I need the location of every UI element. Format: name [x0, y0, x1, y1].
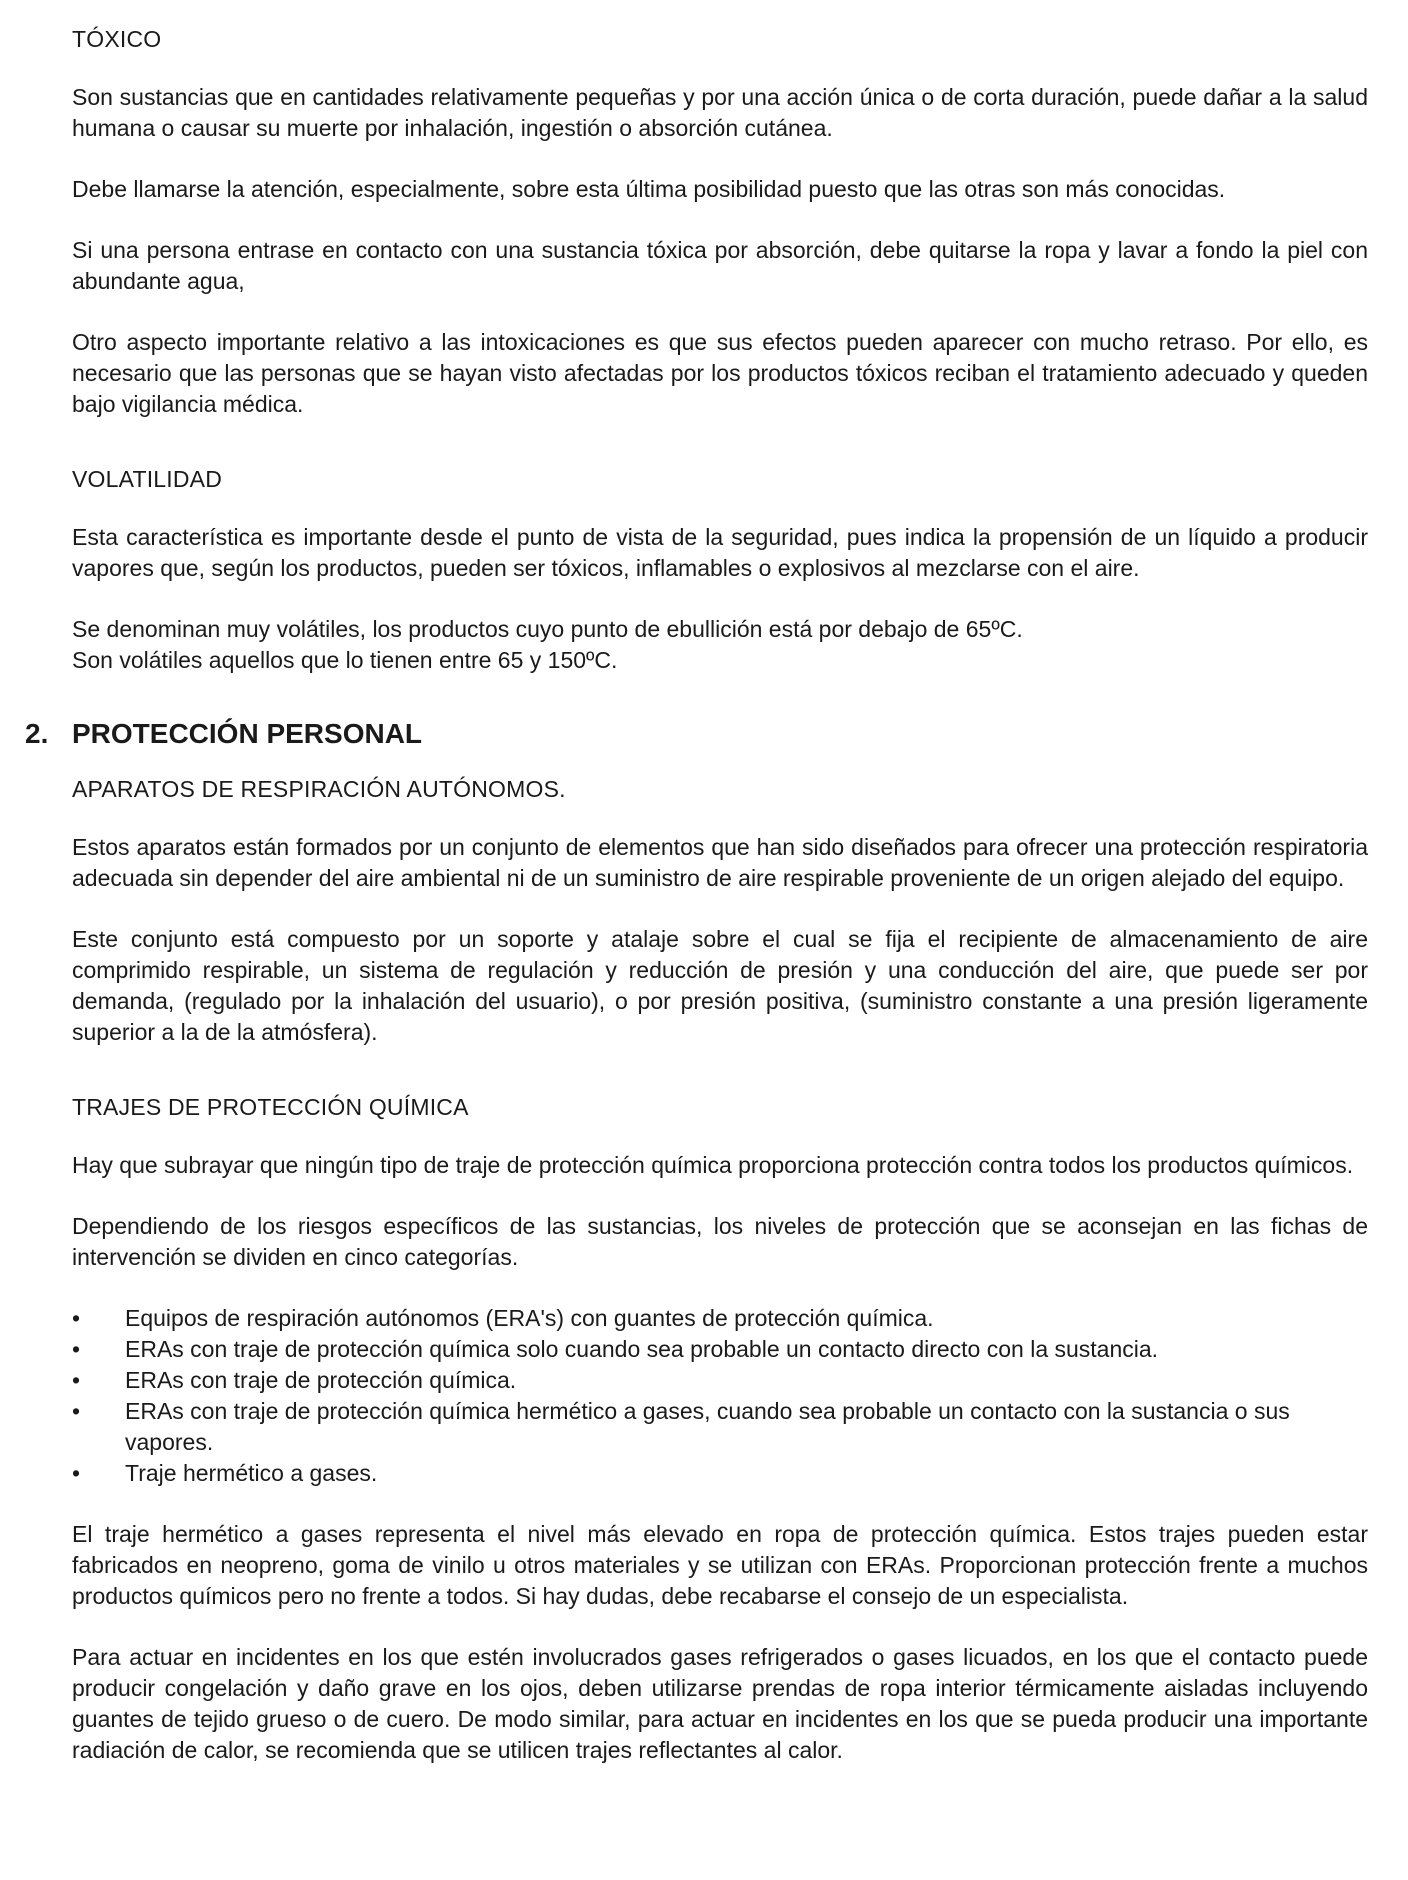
- bullet-glyph: •: [72, 1398, 81, 1424]
- paragraph: Estos aparatos están formados por un conjunto de elementos que han sido diseñados para ofrecer una protección respiratoria adecuada sin depender del aire ambiental ni de un suministro de aire respirable proveniente de un origen alejado del equipo.: [72, 834, 1368, 891]
- paragraph: Dependiendo de los riesgos específicos de las sustancias, los niveles de protección que se aconsejan en las fichas de intervención se dividen en cinco categorías.: [72, 1213, 1368, 1270]
- paragraph: Para actuar en incidentes en los que estén involucrados gases refrigerados o gases licuados, en los que el contacto puede producir congelación y daño grave en los ojos, deben utilizarse prendas de ropa interior térmicamente aisladas incluyendo guantes de tejido grueso o de cuero. De modo similar, para actuar en incidentes en los que se pueda producir una importante radiación de calor, se recomienda que se utilicen trajes reflectantes al calor.: [72, 1644, 1368, 1763]
- paragraph: Esta característica es importante desde el punto de vista de la seguridad, pues indica la propensión de un líquido a producir vapores que, según los productos, pueden ser tóxicos, inflamables o explosivos al mezclarse con el aire.: [72, 524, 1368, 581]
- protection-levels-list: [72, 1303, 1368, 1489]
- line: Son volátiles aquellos que lo tienen entre 65 y 150ºC.: [72, 647, 618, 673]
- volatility-lines: [72, 614, 1368, 676]
- list-item: [72, 1303, 1368, 1334]
- heading-volatilidad: VOLATILIDAD: [72, 466, 223, 492]
- list-item-text: Traje hermético a gases.: [125, 1460, 378, 1486]
- bullet-glyph: •: [72, 1305, 81, 1331]
- heading-aparatos-respiracion: APARATOS DE RESPIRACIÓN AUTÓNOMOS.: [72, 776, 566, 802]
- list-item-text: ERAs con traje de protección química hermético a gases, cuando sea probable un contacto con la sustancia o sus vapores.: [125, 1398, 1290, 1455]
- section-number: 2.: [25, 718, 49, 749]
- paragraph: El traje hermético a gases representa el nivel más elevado en ropa de protección química. Estos trajes pueden estar fabricados en neopreno, goma de vinilo u otros materiales y se utilizan con ERAs. Proporcionan protección frente a muchos productos químicos pero no frente a todos. Si hay dudas, debe recabarse el consejo de un especialista.: [72, 1521, 1368, 1609]
- list-item-text: ERAs con traje de protección química.: [125, 1367, 517, 1393]
- page-content: [25, 24, 1368, 1796]
- list-item-text: ERAs con traje de protección química solo cuando sea probable un contacto directo con la sustancia.: [125, 1336, 1159, 1362]
- list-item: [72, 1334, 1368, 1365]
- paragraph: Hay que subrayar que ningún tipo de traje de protección química proporciona protección contra todos los productos químicos.: [72, 1152, 1354, 1178]
- list-item: [72, 1365, 1368, 1396]
- list-item: [72, 1458, 1368, 1489]
- bullet-glyph: •: [72, 1336, 81, 1362]
- line: Se denominan muy volátiles, los productos cuyo punto de ebullición está por debajo de 65ºC.: [72, 616, 1023, 642]
- section-title-text: PROTECCIÓN PERSONAL: [72, 718, 423, 749]
- list-item: [72, 1396, 1368, 1458]
- paragraph: Si una persona entrase en contacto con una sustancia tóxica por absorción, debe quitarse la ropa y lavar a fondo la piel con abundante agua,: [72, 237, 1368, 294]
- paragraph: Otro aspecto importante relativo a las intoxicaciones es que sus efectos pueden aparecer con mucho retraso. Por ello, es necesario que las personas que se hayan visto afectadas por los productos tóxicos reciban el tratamiento adecuado y queden bajo vigilancia médica.: [72, 329, 1368, 417]
- bullet-glyph: •: [72, 1367, 81, 1393]
- section-title-proteccion-personal: [25, 716, 1321, 752]
- paragraph: Este conjunto está compuesto por un soporte y atalaje sobre el cual se fija el recipiente de almacenamiento de aire comprimido respirable, un sistema de regulación y reducción de presión y una conducción del aire, que puede ser por demanda, (regulado por la inhalación del usuario), o por presión positiva, (suministro constante a una presión ligeramente superior a la de la atmósfera).: [72, 926, 1368, 1045]
- heading-trajes-proteccion: TRAJES DE PROTECCIÓN QUÍMICA: [72, 1094, 469, 1120]
- list-item-text: Equipos de respiración autónomos (ERA's) con guantes de protección química.: [125, 1305, 934, 1331]
- bullet-glyph: •: [72, 1460, 81, 1486]
- paragraph: Son sustancias que en cantidades relativamente pequeñas y por una acción única o de corta duración, puede dañar a la salud humana o causar su muerte por inhalación, ingestión o absorción cutánea.: [72, 84, 1368, 141]
- paragraph: Debe llamarse la atención, especialmente, sobre esta última posibilidad puesto que las otras son más conocidas.: [72, 176, 1226, 202]
- heading-toxico: TÓXICO: [72, 26, 162, 52]
